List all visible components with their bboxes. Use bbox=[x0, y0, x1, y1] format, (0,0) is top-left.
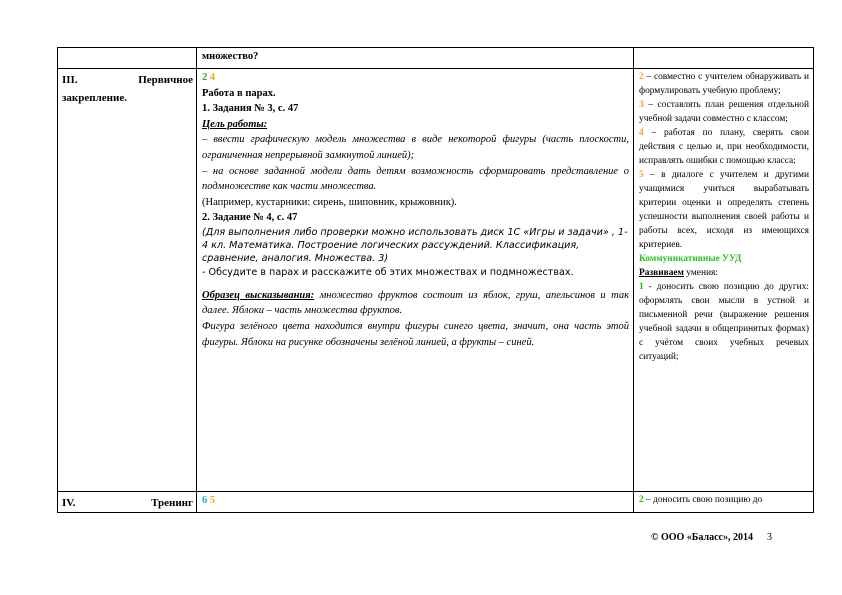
uud-item-text: – в диалоге с учителем и другими учащимися учиться вырабатывать критерии оценки и определять степень успешности выполнения своей работы и работы всех, исходя из имеющихся критериев. bbox=[639, 170, 809, 250]
activity-cell bbox=[197, 492, 634, 513]
example-text: (Например, кустарники: сирень, шиповник, крыжовник). bbox=[202, 196, 457, 208]
uud-code: 6 bbox=[202, 495, 208, 506]
uud-code: 2 bbox=[202, 72, 208, 83]
discussion-prompt: - Обсудите в парах и расскажите об этих множествах и подмножествах. bbox=[202, 266, 574, 278]
table-row bbox=[58, 69, 814, 492]
task-heading: 1. Задания № 3, с. 47 bbox=[202, 103, 299, 115]
uud-item-text: – составлять план решения отдельной учебной задачи совместно с классом; bbox=[639, 100, 809, 124]
sample-label: Образец высказывания: bbox=[202, 289, 315, 301]
copyright-text: © ООО «Баласс», 2014 bbox=[651, 532, 753, 543]
goal-item: – ввести графическую модель множества в виде некоторой фигуры (часть плоскости, ограниченная непрерывной замкнутой линией); bbox=[202, 134, 629, 161]
sample-text: Фигура зелёного цвета находится внутри фигуры синего цвета, значит, она часть этой фигуры. Яблоки на рисунке обозначены зелёной линией, а фрукты – синей. bbox=[202, 320, 629, 348]
table-row bbox=[58, 48, 814, 69]
continuation-text: множество? bbox=[202, 51, 259, 62]
goal-item: – на основе заданной модели дать детям возможность сформировать представление о подмножестве как части множества. bbox=[202, 165, 629, 193]
uud-item-number: 1 bbox=[639, 282, 644, 292]
stage-title-word: закрепление. bbox=[62, 92, 127, 104]
activity-cell bbox=[197, 69, 634, 492]
uud-cell-empty bbox=[634, 48, 814, 69]
stage-number: IV. bbox=[62, 497, 76, 509]
uud-item-text: – совместно с учителем обнаруживать и формулировать учебную проблему; bbox=[639, 72, 809, 96]
stage-number: III. bbox=[62, 74, 78, 86]
stage-cell bbox=[58, 492, 197, 513]
task-heading: 2. Задание № 4, с. 47 bbox=[202, 212, 298, 224]
develop-label: Развиваем bbox=[639, 268, 684, 278]
uud-item-number: 5 bbox=[639, 170, 644, 180]
stage-cell bbox=[58, 69, 197, 492]
uud-item-number: 4 bbox=[639, 128, 644, 138]
uud-item-number: 3 bbox=[639, 100, 644, 110]
uud-item-number: 2 bbox=[639, 495, 644, 505]
uud-item-text: – доносить свою позицию до bbox=[643, 495, 763, 505]
lesson-table bbox=[57, 47, 814, 513]
uud-cell bbox=[634, 69, 814, 492]
page-footer bbox=[651, 532, 772, 543]
stage-title-word: Первичное bbox=[138, 74, 193, 86]
stage-cell-empty bbox=[58, 48, 197, 69]
uud-section-title: Коммуникативные УУД bbox=[639, 254, 742, 264]
uud-code: 4 bbox=[209, 72, 216, 83]
pair-work-heading: Работа в парах. bbox=[202, 87, 276, 99]
page-number: 3 bbox=[767, 532, 772, 543]
sample-text: множество фруктов состоит из яблок, груш, апельсинов и так далее. Яблоки – часть множества фруктов. bbox=[202, 289, 629, 317]
uud-code: 5 bbox=[209, 495, 216, 506]
table-row bbox=[58, 492, 814, 513]
goal-label: Цель работы: bbox=[202, 118, 268, 130]
uud-item-text: - доносить свою позицию до других: оформлять свои мысли в устной и письменной речи (выражение решения учебной задачи в общепринятых формах) с учётом своих учебных речевых ситуаций; bbox=[639, 282, 809, 362]
uud-item-text: – работая по плану, сверять свои действия с целью и, при необходимости, исправлять ошибки с помощью класса; bbox=[639, 128, 809, 166]
develop-rest: умения: bbox=[683, 268, 718, 278]
disk-note: (Для выполнения либо проверки можно использовать диск 1С «Игры и задачи» , 1-4 кл. Математика. Построение логических рассуждений. Классификация, сравнение, аналогия. Множества. 3) bbox=[202, 226, 628, 265]
uud-cell bbox=[634, 492, 814, 513]
stage-title-word: Тренинг bbox=[151, 497, 193, 509]
uud-item-number: 2 bbox=[639, 72, 644, 82]
activity-cell bbox=[197, 48, 634, 69]
